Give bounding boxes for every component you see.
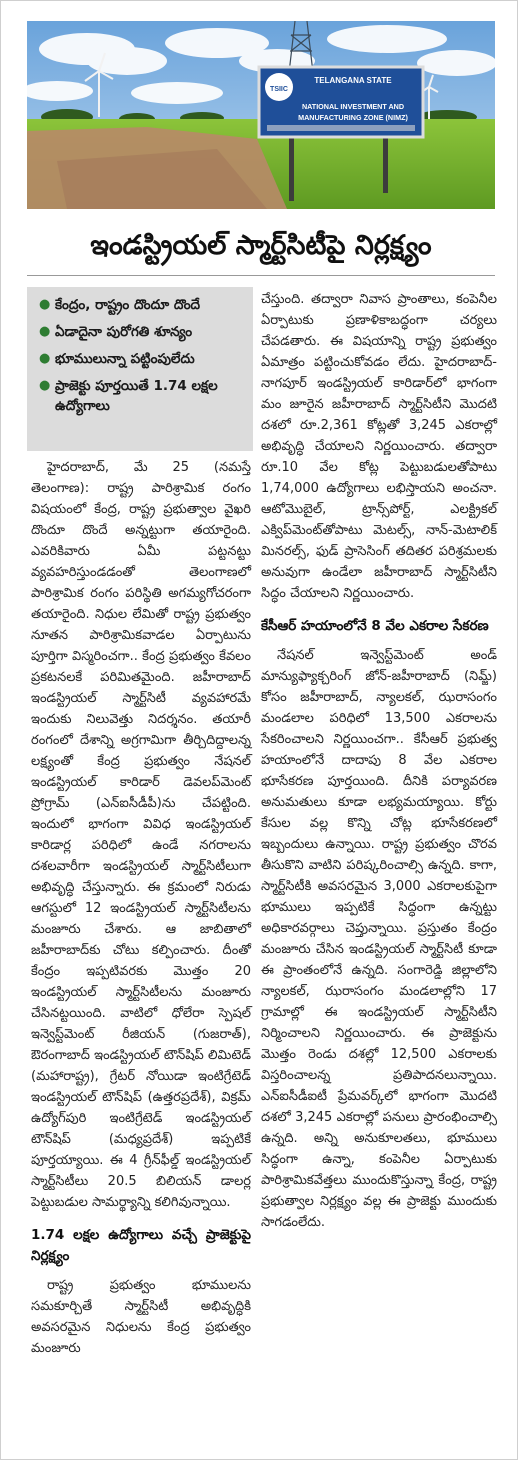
highlight-item (39, 295, 245, 315)
bullet-icon: ● (39, 378, 51, 393)
highlight-text: కేంద్రం, రాష్ట్రం దొందూ దొందే (55, 297, 201, 313)
bullet-icon: ● (39, 297, 51, 312)
bullet-icon: ● (39, 324, 51, 339)
article-headline: ఇండస్ట్రియల్ స్మార్ట్‌సిటీపై నిర్లక్ష్యం (90, 229, 432, 261)
body-paragraph: హైదరాబాద్, మే 25 (నమస్తే తెలంగాణ): రాష్ట్ర పారిశ్రామిక రంగం విషయంలో కేంద్ర, రాష్ట్ర ప్రభుత్వాల వైఖరి దొందూ దొందే అన్నట్టుగా తయారైంది. ఎవరికివారు ఏమీ పట్టనట్టు వ్యవహరిస్తుండడంతో తెలంగాణలో పారిశ్రామిక రంగం పరిస్థితి అగమ్యగోచరంగా తయారైంది. నిధుల లేమితో రాష్ట్ర ప్రభుత్వం నూతన పారిశ్రామికవాడల ఏర్పాటును పూర్తిగా విస్మరించగా.. కేంద్ర ప్రభుత్వం కేవలం ప్రకటనలకే పరిమితమైంది. జహీరాబాద్ ఇండస్ట్రియల్ స్మార్ట్‌సిటీ వ్యవహారమే ఇందుకు నిలువెత్తు నిదర్శనం. తయారీ రంగంలో దేశాన్ని అగ్రగామిగా తీర్చిదిద్దాలన్న లక్ష్యంతో కేంద్ర ప్రభుత్వం నేషనల్ ఇండస్ట్రియల్ కారిడార్ డెవలప్‌మెంట్ ప్రోగ్రామ్ (ఎన్‌ఐసీడీపీ)ను చేపట్టింది. ఇందులో భాగంగా వివిధ ఇండస్ట్రియల్ కారిడార్ల పరిధిలో ఉండే నగరాలను దశలవారీగా ఇండస్ట్రియల్ స్మార్ట్‌సిటీలుగా అభివృద్ధి చేస్తున్నారు. ఈ క్రమంలో నిరుడు ఆగస్టులో 12 ఇండస్ట్రియల్ స్మార్ట్‌సిటీలను మంజూరు చేశారు. ఆ జాబితాలో జహీరాబాద్‌కు చోటు కల్పించారు. దీంతో కేంద్రం ఇప్పటివరకు మొత్తం 20 ఇండస్ట్రియల్ స్మార్ట్‌సిటీలను మంజూరు చేసినట్టయింది. వాటిలో ధోలేరా స్పెషల్ ఇన్వెస్ట్‌మెంట్ రీజియన్ (గుజరాత్), ఔరంగాబాద్ ఇండస్ట్రియల్ టౌన్‌షిప్ లిమిటెడ్ (మహారాష్ట్ర), గ్రేటర్ నోయిడా ఇంటిగ్రేటెడ్ ఇండస్ట్రియల్ టౌన్‌షిప్ (ఉత్తరప్రదేశ్), విక్రమ్ ఉద్యోగ్‌పురి ఇంటిగ్రేటెడ్ ఇండస్ట్రియల్ టౌన్‌షిప్ (మధ్యప్రదేశ్) ఇప్పటికే పూర్తయ్యాయి. ఈ 4 గ్రీన్‌ఫీల్డ్ ఇండస్ట్రియల్ స్మార్ట్‌సిటీలు 20.5 బిలియన్ డాలర్ల పెట్టుబడుల సామర్థ్యాన్ని కలిగివున్నాయి. (31, 460, 251, 1210)
bullet-icon: ● (39, 351, 51, 366)
right-column (261, 289, 497, 1233)
body-paragraph: నేషనల్ ఇన్వెస్ట్‌మెంట్ అండ్ మాన్యుఫ్యాక్చరింగ్ జోన్-జహీరాబాద్ (నిమ్జ్) కోసం జహీరాబాద్, న్యాలకల్, ఝరాసంగం మండలాల పరిధిలో 13,500 ఎకరాలను సేకరించాలని నిర్ణయించగా.. కేసీఆర్ ప్రభుత్వ హయాంలోనే దాదాపు 8 వేల ఎకరాల భూసేకరణ పూర్తయింది. దీనికి పర్యావరణ అనుమతులు కూడా లభ్యమయ్యాయి. కోర్టు కేసుల వల్ల కొన్ని చోట్ల భూసేకరణలో ఇబ్బందులు ఉన్నాయి. రాష్ట్ర ప్రభుత్వం చొరవ తీసుకొని వాటిని పరిష్కరించాల్సి ఉన్నది. కాగా, స్మార్ట్‌సిటీకి అవసరమైన 3,000 ఎకరాలకుపైగా భూములు ఇప్పటికే సిద్ధంగా ఉన్నట్టు అధికారవర్గాలు చెప్తున్నాయి. ప్రస్తుతం కేంద్రం మంజూరు చేసిన ఇండస్ట్రియల్ స్మార్ట్‌సిటీ కూడా ఈ ప్రాంతంలోనే ఉన్నది. సంగారెడ్డి జిల్లాలోని న్యాలకల్, ఝరాసంగం మండలాల్లోని 17 గ్రామాల్లో ఈ ఇండస్ట్రియల్ స్మార్ట్‌సిటీని నిర్మించాలని నిర్ణయించారు. ఈ ప్రాజెక్టును మొత్తం రెండు దశల్లో 12,500 ఎకరాలకు విస్తరించాలన్న ప్రతిపాదనలున్నాయి. ఎన్‌ఐసీడీఐటీ ప్రేమవర్క్‌లో భాగంగా మొదటి దశలో 3,245 ఎకరాల్లో పనులు ప్రారంభించాల్సి ఉన్నది. అన్ని అనుకూలతలు, భూములు సిద్ధంగా ఉన్నా, కంపెనీల ఏర్పాటుకు పారిశ్రామికవేత్తలు ముందుకొస్తున్నా కేంద్ర, రాష్ట్ర ప్రభుత్వాల నిర్లక్ష్యం వల్ల ఈ ప్రాజెక్టు ముందుకు సాగడంలేదు. (261, 648, 497, 1230)
body-paragraph: రాష్ట్ర ప్రభుత్వం భూములను సమకూర్చితే స్మార్ట్‌సిటీ అభివృద్ధికి అవసరమైన నిధులను కేంద్ర ప్రభుత్వం మంజూరు (31, 1278, 251, 1356)
body-paragraph: చేస్తుంది. తద్వారా నివాస ప్రాంతాలు, కంపెనీల ఏర్పాటుకు ప్రణాళికాబద్ధంగా చర్యలు చేపడతారు. ఈ విషయాన్ని రాష్ట్ర ప్రభుత్వం ఏమాత్రం పట్టించుకోవడం లేదు. హైదరాబాద్-నాగపూర్ ఇండస్ట్రియల్ కారిడార్‌లో భాగంగా మం జూరైన జహీరాబాద్ స్మార్ట్‌సిటీని మొదటి దశలో రూ.2,361 కోట్లతో 3,245 ఎకరాల్లో అభివృద్ధి చేయాలని నిర్ణయించారు. తద్వారా రూ.10 వేల కోట్ల పెట్టుబడులతోపాటు 1,74,000 ఉద్యోగాలు లభిస్తాయని అంచనా. ఆటోమొబైల్, ట్రాన్స్‌పోర్ట్, ఎలక్ట్రికల్ ఎక్విప్‌మెంట్‌తోపాటు మెటల్స్, నాన్-మెటాలిక్ మినరల్స్, ఫుడ్ ప్రాసెసింగ్ తదితర పరిశ్రమలకు అనువుగా ఉండేలా జహీరాబాద్ స్మార్ట్‌సిటీని సిద్ధం చేయాలని నిర్ణయించారు. (261, 292, 497, 601)
highlight-item (39, 322, 245, 342)
headline-bar (27, 215, 495, 276)
subheading: కేసీఆర్ హయాంలోనే 8 వేల ఎకరాల సేకరణ (261, 618, 489, 634)
highlight-item (39, 376, 245, 416)
subheading: 1.74 లక్షల ఉద్యోగాలు వచ్చే ప్రాజెక్టుపై నిర్లక్ష్యం (31, 1227, 251, 1264)
highlight-text: ప్రాజెక్టు పూర్తయితే 1.74 లక్షల ఉద్యోగాలు (55, 378, 218, 414)
highlight-item (39, 349, 245, 369)
highlight-text: భూములున్నా పట్టింపులేదు (55, 351, 195, 367)
highlight-text: ఏడాదైనా పురోగతి శూన్యం (55, 324, 193, 340)
nimz-site-photo (27, 21, 495, 209)
sign-line-1: NATIONAL INVESTMENT AND (301, 102, 405, 111)
sign-title: TELANGANA STATE (314, 76, 392, 85)
sign-line-2: MANUFACTURING ZONE (NIMZ) (298, 113, 408, 122)
nimz-signboard (259, 67, 423, 137)
highlights-box (27, 287, 253, 451)
sign-logo: TSIIC (270, 86, 288, 93)
left-column (31, 457, 251, 1359)
article-photo (27, 21, 495, 209)
